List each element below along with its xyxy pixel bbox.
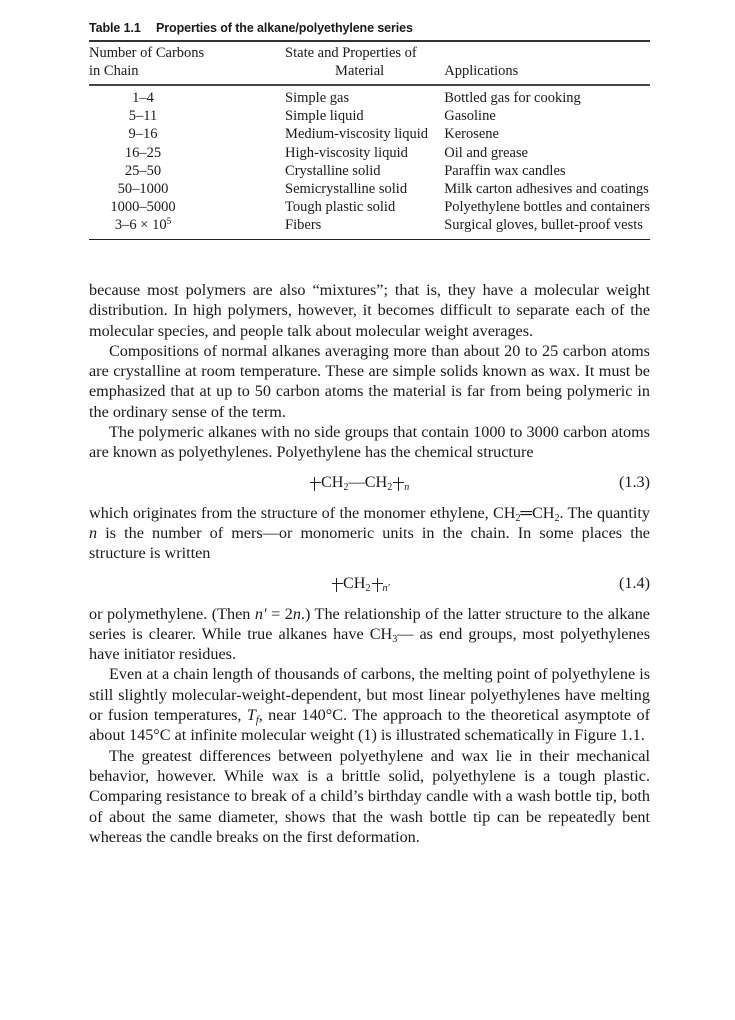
paragraph-5: [89, 604, 650, 665]
equation-expression: [331, 573, 390, 593]
text-run: .) The relationship of the latter structure to the alkane series is clearer. While true alkanes have CH: [89, 604, 650, 643]
cell-state: Tough plastic solid: [285, 199, 396, 216]
properties-table: [89, 42, 650, 239]
text-run: or polymethylene. (Then: [89, 604, 255, 623]
cell-application: Polyethylene bottles and containers: [444, 199, 650, 216]
paragraph-7: The greatest differences between polyethylene and wax lie in their mechanical behavior, however. While wax is a brittle solid, polyethylene is a tough plastic. Comparing resistance to break of a child’s birthday candle with a wash bottle tip, both of about the same diameter, shows that the wash bottle tip can be repeatedly bent whereas the candle breaks on the first deformation.: [89, 746, 650, 846]
eq-sub: 2: [387, 481, 393, 493]
italic-n: n: [292, 604, 301, 623]
italic-n: n: [89, 523, 98, 542]
cell-application: Surgical gloves, bullet-proof vests: [444, 217, 643, 234]
italic-T: T: [246, 706, 256, 725]
eq-repeat-nprime: n′: [382, 582, 390, 594]
paragraph-4: [89, 503, 650, 564]
subscript: 2: [554, 512, 560, 524]
table-bottom-rule: [89, 239, 650, 240]
table-container: [89, 18, 650, 240]
text-run: Even at a chain length of thousands of carbons, the melting point of polyethylene is still slightly molecular-weight-dependent, but most linear polyethylenes have melting or fusion temperatures,: [89, 665, 650, 725]
equation-number: (1.4): [618, 573, 650, 592]
paragraph-6: [89, 664, 650, 745]
cell-state: Semicrystalline solid: [285, 181, 408, 198]
eq-ch: CH: [321, 472, 344, 491]
italic-nprime: n′: [254, 604, 267, 623]
table-row: [89, 125, 650, 143]
text-run: = 2: [266, 604, 293, 623]
text-run: . The quantity: [559, 503, 650, 522]
cell-carbons: 50–1000: [117, 181, 169, 198]
header-applications: Applications: [444, 62, 519, 79]
cell-carbons: 1000–5000: [110, 199, 176, 216]
eq-sub: 2: [343, 481, 349, 493]
cell-state: Simple gas: [285, 90, 350, 106]
eq-ch: CH: [343, 573, 366, 592]
equation-1-4: [89, 564, 650, 604]
cell-application: Milk carton adhesives and coatings: [444, 181, 649, 198]
table-row: [89, 198, 650, 216]
subscript-f: f: [255, 715, 259, 727]
carbons-base: 3–6 × 10: [114, 217, 167, 234]
table-title: Properties of the alkane/polyethylene series: [156, 21, 413, 35]
equation-expression: [309, 472, 409, 492]
text-run: is the number of mers—or monomeric units in the chain. In some places the structure is written: [89, 523, 650, 563]
table-row: [89, 180, 650, 198]
header-state-line1: State and Properties of: [285, 45, 417, 61]
cell-carbons: 1–4: [132, 90, 154, 106]
eq-repeat-n: n: [404, 481, 410, 493]
header-carbons: [89, 42, 285, 84]
table-row: [89, 162, 650, 180]
cell-application: Paraffin wax candles: [444, 162, 566, 179]
cell-state: Medium-viscosity liquid: [285, 126, 429, 143]
table-caption: [89, 18, 650, 38]
paragraph-1: because most polymers are also “mixtures”; that is, they have a molecular weight distribution. In high polymers, however, it becomes difficult to separate each of the molecular species, and people talk about molecular weight averages.: [89, 281, 650, 340]
text-run: — as end groups, most polyethylenes have initiator residues.: [89, 624, 651, 664]
equation-number: (1.3): [618, 472, 650, 491]
table-header-row: [89, 42, 650, 84]
cell-carbons: 25–50: [124, 162, 162, 179]
cell-carbons: 9–16: [128, 126, 158, 143]
subscript: 2: [515, 512, 521, 524]
cell-application: Bottled gas for cooking: [444, 90, 581, 106]
table-row: [89, 144, 650, 162]
text-run: , near 140°C. The approach to the theoretical asymptote of about 145°C at infinite molecular weight (1) is illustrated schematically in Figure 1.1.: [89, 706, 651, 745]
carbons-exponent: 5: [166, 216, 172, 227]
table-row: [89, 86, 650, 107]
header-carbons-line1: Number of Carbons: [89, 45, 205, 61]
cell-application: Gasoline: [444, 108, 496, 125]
header-state: [285, 42, 444, 84]
equation-1-3: [89, 463, 650, 503]
header-carbons-line2: in Chain: [89, 62, 139, 79]
table-row: [89, 107, 650, 125]
cell-carbons: 5–11: [128, 108, 158, 125]
eq-ch: CH: [364, 472, 388, 491]
cell-state: High-viscosity liquid: [285, 144, 408, 161]
body-text: [89, 280, 650, 847]
cell-state: Crystalline solid: [285, 162, 381, 179]
subscript: 3: [392, 633, 398, 645]
table-number: Table 1.1: [89, 21, 141, 35]
cell-carbons: 16–25: [124, 144, 162, 161]
header-state-line2: Material: [335, 62, 385, 79]
cell-state: Simple liquid: [285, 108, 364, 125]
eq-sub: 2: [365, 582, 371, 594]
eq-bond: —: [348, 472, 365, 491]
cell-state: Fibers: [285, 217, 322, 234]
cell-application: Kerosene: [444, 126, 499, 143]
cell-carbons: [89, 216, 285, 238]
cell-application: Oil and grease: [444, 144, 528, 161]
text-run: which originates from the structure of the monomer ethylene, CH: [89, 503, 516, 522]
text-run: ═CH: [520, 503, 555, 522]
paragraph-2: Compositions of normal alkanes averaging more than about 20 to 25 carbon atoms are crystalline at room temperature. These are simple solids known as wax. It must be emphasized that at up to 50 carbon atoms the material is far from being polymeric in the ordinary sense of the term.: [89, 341, 650, 421]
paragraph-3: The polymeric alkanes with no side groups that contain 1000 to 3000 carbon atoms are known as polyethylenes. Polyethylene has the chemical structure: [89, 423, 650, 462]
table-row: [89, 216, 650, 238]
